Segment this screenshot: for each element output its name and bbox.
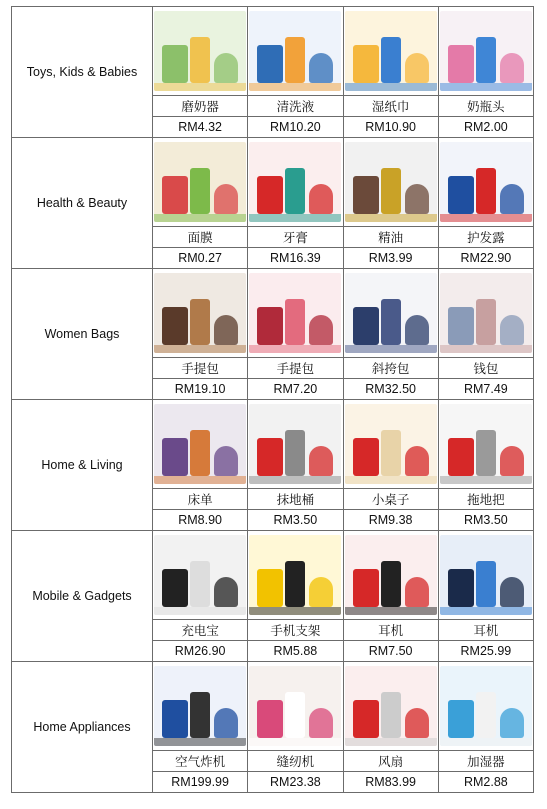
category-label: Home Appliances [12,662,153,793]
product-price: RM4.32 [153,117,248,138]
product-image-cell [343,269,438,358]
product-shape [353,569,379,607]
product-shape [162,700,188,738]
product-price: RM7.50 [343,641,438,662]
product-name: 斜挎包 [343,358,438,379]
product-shape [500,53,524,83]
product-price: RM22.90 [438,248,533,269]
product-shape [257,700,283,738]
product-shape [285,37,305,83]
product-name: 精油 [343,227,438,248]
product-shape [190,168,210,214]
fan-icon[interactable] [345,666,437,746]
cup-icon[interactable] [154,11,246,91]
product-image-cell [438,531,533,620]
product-shape [476,37,496,83]
product-shape [162,45,188,83]
product-price: RM25.99 [438,641,533,662]
product-name: 耳机 [438,620,533,641]
product-banner [440,214,532,222]
product-shape [309,577,333,607]
product-shape [285,430,305,476]
product-shape [353,307,379,345]
product-image-row [12,662,534,751]
product-banner [345,738,437,746]
product-name: 充电宝 [153,620,248,641]
category-label: Mobile & Gadgets [12,531,153,662]
product-shape [381,430,401,476]
product-shape [257,438,283,476]
product-shape [381,561,401,607]
product-name: 空气炸机 [153,751,248,772]
product-banner [249,738,341,746]
product-price: RM3.99 [343,248,438,269]
category-label: Health & Beauty [12,138,153,269]
product-shape [190,299,210,345]
sewing-machine-icon[interactable] [249,666,341,746]
product-shape [500,184,524,214]
product-image-cell [343,400,438,489]
product-shape [500,577,524,607]
product-banner [345,83,437,91]
product-price: RM23.38 [248,772,343,793]
product-shape [381,299,401,345]
product-shape [476,561,496,607]
product-name: 拖地把 [438,489,533,510]
handbag-icon[interactable] [249,273,341,353]
product-price: RM19.10 [153,379,248,400]
air-fryer-icon[interactable] [154,666,246,746]
product-shape [405,53,429,83]
product-table-body [12,7,534,793]
product-image-cell [248,400,343,489]
category-label: Home & Living [12,400,153,531]
product-banner [440,476,532,484]
product-shape [405,184,429,214]
product-banner [345,476,437,484]
product-banner [345,214,437,222]
product-name: 床单 [153,489,248,510]
product-name: 清洗液 [248,96,343,117]
product-shape [214,577,238,607]
earphones-icon[interactable] [345,535,437,615]
product-image-cell [153,400,248,489]
product-shape [285,299,305,345]
product-shape [381,692,401,738]
wallet-icon[interactable] [440,273,532,353]
product-banner [440,738,532,746]
product-shape [405,577,429,607]
product-image-row [12,7,534,96]
product-image-cell [438,400,533,489]
product-shape [500,708,524,738]
product-price: RM16.39 [248,248,343,269]
product-shape [162,569,188,607]
product-name: 面膜 [153,227,248,248]
product-shape [405,446,429,476]
product-name: 磨奶器 [153,96,248,117]
earbuds-icon[interactable] [440,535,532,615]
product-image-cell [153,138,248,227]
product-name: 小桌子 [343,489,438,510]
product-shape [476,168,496,214]
product-shape [448,569,474,607]
product-price: RM3.50 [248,510,343,531]
product-banner [440,345,532,353]
product-image-cell [438,269,533,358]
wipes-icon[interactable] [345,11,437,91]
product-shape [476,430,496,476]
product-image-cell [248,7,343,96]
product-price: RM10.20 [248,117,343,138]
product-name: 奶瓶头 [438,96,533,117]
product-shape [285,168,305,214]
product-name: 加湿器 [438,751,533,772]
product-shape [381,168,401,214]
toothpaste-icon[interactable] [249,142,341,222]
product-price: RM5.88 [248,641,343,662]
product-price: RM7.20 [248,379,343,400]
product-shape [353,45,379,83]
product-price: RM83.99 [343,772,438,793]
product-name: 湿纸巾 [343,96,438,117]
nipple-icon[interactable] [440,11,532,91]
product-name: 手机支架 [248,620,343,641]
product-price: RM0.27 [153,248,248,269]
product-shape [500,315,524,345]
product-shape [257,307,283,345]
product-banner [154,214,246,222]
product-shape [190,37,210,83]
power-bank-icon[interactable] [154,535,246,615]
product-shape [214,708,238,738]
humidifier-icon[interactable] [440,666,532,746]
product-shape [448,438,474,476]
product-image-row [12,400,534,489]
product-shape [353,438,379,476]
product-shape [257,176,283,214]
product-banner [440,607,532,615]
mop-icon[interactable] [440,404,532,484]
product-price: RM8.90 [153,510,248,531]
product-shape [405,708,429,738]
product-shape [214,53,238,83]
product-name: 抹地桶 [248,489,343,510]
product-image-cell [248,138,343,227]
category-label: Women Bags [12,269,153,400]
product-image-row [12,269,534,358]
product-banner [154,476,246,484]
product-shape [448,176,474,214]
product-banner [440,83,532,91]
product-image-cell [153,662,248,751]
product-shape [405,315,429,345]
product-shape [476,299,496,345]
product-banner [345,607,437,615]
product-name: 耳机 [343,620,438,641]
product-shape [190,692,210,738]
product-name: 手提包 [248,358,343,379]
product-banner [345,345,437,353]
product-shape [162,307,188,345]
product-image-cell [248,531,343,620]
product-price: RM7.49 [438,379,533,400]
product-banner [249,83,341,91]
product-shape [309,184,333,214]
product-name: 护发露 [438,227,533,248]
product-shape [381,37,401,83]
product-shape [285,692,305,738]
product-shape [190,430,210,476]
product-image-cell [248,662,343,751]
product-image-cell [248,269,343,358]
product-table [11,6,534,793]
product-shape [257,569,283,607]
oil-bottle-icon[interactable] [345,142,437,222]
product-price: RM9.38 [343,510,438,531]
mask-icon[interactable] [154,142,246,222]
product-image-cell [343,662,438,751]
bottle-icon[interactable] [249,11,341,91]
product-image-cell [343,531,438,620]
product-banner [249,214,341,222]
product-price: RM199.99 [153,772,248,793]
product-image-cell [438,662,533,751]
product-shape [448,45,474,83]
product-shape [190,561,210,607]
product-price: RM2.00 [438,117,533,138]
product-shape [309,446,333,476]
product-image-row [12,531,534,620]
product-shape [500,446,524,476]
product-name: 风扇 [343,751,438,772]
product-name: 缝纫机 [248,751,343,772]
product-banner [154,83,246,91]
product-shape [448,307,474,345]
product-shape [353,700,379,738]
product-shape [214,184,238,214]
product-image-cell [153,7,248,96]
product-image-cell [153,531,248,620]
product-shape [309,315,333,345]
product-image-cell [343,7,438,96]
product-price: RM26.90 [153,641,248,662]
product-image-cell [153,269,248,358]
product-banner [154,738,246,746]
product-shape [476,692,496,738]
product-banner [249,345,341,353]
product-shape [257,45,283,83]
product-shape [162,176,188,214]
crossbody-bag-icon[interactable] [345,273,437,353]
handbag-icon[interactable] [154,273,246,353]
product-banner [154,607,246,615]
product-price: RM3.50 [438,510,533,531]
product-shape [214,446,238,476]
product-image-cell [343,138,438,227]
product-banner [249,607,341,615]
product-image-cell [438,7,533,96]
bucket-icon[interactable] [249,404,341,484]
bedsheet-icon[interactable] [154,404,246,484]
product-shape [162,438,188,476]
product-name: 钱包 [438,358,533,379]
product-shape [353,176,379,214]
product-banner [249,476,341,484]
product-price: RM10.90 [343,117,438,138]
product-banner [154,345,246,353]
product-price: RM2.88 [438,772,533,793]
product-name: 牙膏 [248,227,343,248]
product-shape [214,315,238,345]
product-image-row [12,138,534,227]
table-icon[interactable] [345,404,437,484]
product-price: RM32.50 [343,379,438,400]
product-shape [285,561,305,607]
category-label: Toys, Kids & Babies [12,7,153,138]
phone-stand-icon[interactable] [249,535,341,615]
product-shape [309,708,333,738]
hair-serum-icon[interactable] [440,142,532,222]
product-shape [309,53,333,83]
product-image-cell [438,138,533,227]
product-shape [448,700,474,738]
product-name: 手提包 [153,358,248,379]
